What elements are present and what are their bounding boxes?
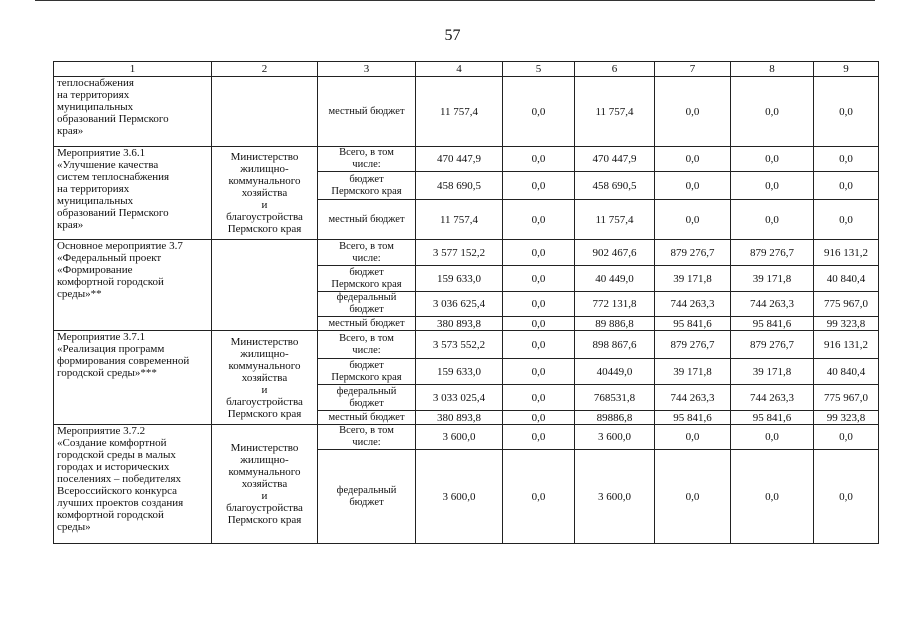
amount-cell: 0,0 <box>503 77 575 147</box>
activity-name-cell: Мероприятие 3.7.1 «Реализация программ формирования современной городской среды»*** <box>54 331 212 425</box>
executor-cell: Министерство жилищно- коммунального хозяйства и благоустройства Пермского края <box>212 147 318 240</box>
amount-cell: 458 690,5 <box>416 172 503 200</box>
amount-cell: 89 886,8 <box>575 317 655 331</box>
amount-cell: 95 841,6 <box>655 317 731 331</box>
amount-cell: 0,0 <box>731 77 814 147</box>
amount-cell: 0,0 <box>503 317 575 331</box>
page-number: 57 <box>444 27 461 44</box>
amount-cell: 0,0 <box>655 172 731 200</box>
amount-cell: 0,0 <box>731 172 814 200</box>
amount-cell: 11 757,4 <box>575 200 655 240</box>
column-header: 2 <box>212 62 318 77</box>
amount-cell: 3 573 552,2 <box>416 331 503 359</box>
amount-cell: 0,0 <box>503 147 575 172</box>
amount-cell: 0,0 <box>503 292 575 317</box>
amount-cell: 3 600,0 <box>416 450 503 544</box>
amount-cell: 40 840,4 <box>814 359 879 385</box>
amount-cell: 772 131,8 <box>575 292 655 317</box>
amount-cell: 744 263,3 <box>731 385 814 411</box>
amount-cell: 0,0 <box>814 450 879 544</box>
funding-source-cell: бюджет Пермского края <box>318 266 416 292</box>
amount-cell: 3 600,0 <box>416 425 503 450</box>
amount-cell: 916 131,2 <box>814 240 879 266</box>
top-rule <box>35 0 875 3</box>
funding-source-cell: федеральный бюджет <box>318 385 416 411</box>
header-row <box>54 62 879 77</box>
table-row <box>54 147 879 172</box>
amount-cell: 39 171,8 <box>655 359 731 385</box>
amount-cell: 11 757,4 <box>416 200 503 240</box>
column-header: 5 <box>503 62 575 77</box>
executor-cell <box>212 240 318 331</box>
amount-cell: 3 600,0 <box>575 450 655 544</box>
activity-name-cell: теплоснабжения на территориях муниципальных образований Пермского края» <box>54 77 212 147</box>
executor-cell <box>212 77 318 147</box>
column-header: 6 <box>575 62 655 77</box>
amount-cell: 470 447,9 <box>575 147 655 172</box>
amount-cell: 0,0 <box>814 425 879 450</box>
column-header: 1 <box>54 62 212 77</box>
amount-cell: 0,0 <box>731 425 814 450</box>
amount-cell: 0,0 <box>503 385 575 411</box>
amount-cell: 0,0 <box>731 147 814 172</box>
amount-cell: 916 131,2 <box>814 331 879 359</box>
amount-cell: 902 467,6 <box>575 240 655 266</box>
amount-cell: 40 840,4 <box>814 266 879 292</box>
table-row <box>54 240 879 266</box>
amount-cell: 3 033 025,4 <box>416 385 503 411</box>
amount-cell: 95 841,6 <box>731 317 814 331</box>
amount-cell: 0,0 <box>814 200 879 240</box>
funding-source-cell: Всего, в том числе: <box>318 425 416 450</box>
amount-cell: 380 893,8 <box>416 317 503 331</box>
funding-source-cell: Всего, в том числе: <box>318 147 416 172</box>
amount-cell: 39 171,8 <box>731 266 814 292</box>
amount-cell: 0,0 <box>503 266 575 292</box>
amount-cell: 0,0 <box>731 450 814 544</box>
amount-cell: 0,0 <box>814 172 879 200</box>
amount-cell: 0,0 <box>814 77 879 147</box>
amount-cell: 0,0 <box>503 425 575 450</box>
amount-cell: 0,0 <box>814 147 879 172</box>
amount-cell: 0,0 <box>503 450 575 544</box>
funding-source-cell: местный бюджет <box>318 200 416 240</box>
activity-name-cell: Мероприятие 3.6.1 «Улучшение качества систем теплоснабжения на территориях муниципальных образований Пермского края» <box>54 147 212 240</box>
amount-cell: 744 263,3 <box>655 292 731 317</box>
amount-cell: 39 171,8 <box>655 266 731 292</box>
amount-cell: 0,0 <box>655 200 731 240</box>
amount-cell: 879 276,7 <box>655 240 731 266</box>
funding-source-cell: Всего, в том числе: <box>318 240 416 266</box>
funding-source-cell: местный бюджет <box>318 77 416 147</box>
table-row <box>54 425 879 450</box>
amount-cell: 775 967,0 <box>814 385 879 411</box>
amount-cell: 0,0 <box>655 147 731 172</box>
budget-table-body <box>54 62 879 544</box>
activity-name-cell: Основное мероприятие 3.7 «Федеральный проект «Формирование комфортной городской среды»** <box>54 240 212 331</box>
funding-source-cell: местный бюджет <box>318 411 416 425</box>
funding-source-cell: федеральный бюджет <box>318 292 416 317</box>
amount-cell: 470 447,9 <box>416 147 503 172</box>
amount-cell: 898 867,6 <box>575 331 655 359</box>
amount-cell: 879 276,7 <box>731 331 814 359</box>
funding-source-cell: бюджет Пермского края <box>318 172 416 200</box>
amount-cell: 0,0 <box>503 240 575 266</box>
amount-cell: 768531,8 <box>575 385 655 411</box>
column-header: 9 <box>814 62 879 77</box>
budget-table <box>53 61 879 544</box>
funding-source-cell: федеральный бюджет <box>318 450 416 544</box>
funding-source-cell: Всего, в том числе: <box>318 331 416 359</box>
funding-source-cell: бюджет Пермского края <box>318 359 416 385</box>
amount-cell: 99 323,8 <box>814 411 879 425</box>
amount-cell: 744 263,3 <box>731 292 814 317</box>
amount-cell: 775 967,0 <box>814 292 879 317</box>
amount-cell: 159 633,0 <box>416 359 503 385</box>
amount-cell: 0,0 <box>655 425 731 450</box>
amount-cell: 3 600,0 <box>575 425 655 450</box>
column-header: 8 <box>731 62 814 77</box>
amount-cell: 11 757,4 <box>575 77 655 147</box>
amount-cell: 11 757,4 <box>416 77 503 147</box>
executor-cell: Министерство жилищно- коммунального хозяйства и благоустройства Пермского края <box>212 425 318 544</box>
amount-cell: 0,0 <box>655 450 731 544</box>
column-header: 3 <box>318 62 416 77</box>
activity-name-cell: Мероприятие 3.7.2 «Создание комфортной городской среды в малых городах и исторических поселениях – победителях Всероссийского конкурса лучших проектов создания комфортной городской среды» <box>54 425 212 544</box>
table-row <box>54 77 879 147</box>
amount-cell: 0,0 <box>503 411 575 425</box>
amount-cell: 95 841,6 <box>655 411 731 425</box>
amount-cell: 159 633,0 <box>416 266 503 292</box>
amount-cell: 879 276,7 <box>655 331 731 359</box>
amount-cell: 39 171,8 <box>731 359 814 385</box>
amount-cell: 89886,8 <box>575 411 655 425</box>
amount-cell: 0,0 <box>503 172 575 200</box>
amount-cell: 40449,0 <box>575 359 655 385</box>
amount-cell: 380 893,8 <box>416 411 503 425</box>
amount-cell: 744 263,3 <box>655 385 731 411</box>
column-header: 4 <box>416 62 503 77</box>
amount-cell: 99 323,8 <box>814 317 879 331</box>
funding-source-cell: местный бюджет <box>318 317 416 331</box>
amount-cell: 0,0 <box>731 200 814 240</box>
amount-cell: 3 036 625,4 <box>416 292 503 317</box>
amount-cell: 3 577 152,2 <box>416 240 503 266</box>
amount-cell: 458 690,5 <box>575 172 655 200</box>
amount-cell: 0,0 <box>503 331 575 359</box>
amount-cell: 0,0 <box>503 200 575 240</box>
amount-cell: 95 841,6 <box>731 411 814 425</box>
amount-cell: 0,0 <box>655 77 731 147</box>
column-header: 7 <box>655 62 731 77</box>
amount-cell: 40 449,0 <box>575 266 655 292</box>
executor-cell: Министерство жилищно- коммунального хозяйства и благоустройства Пермского края <box>212 331 318 425</box>
amount-cell: 879 276,7 <box>731 240 814 266</box>
amount-cell: 0,0 <box>503 359 575 385</box>
table-row <box>54 331 879 359</box>
